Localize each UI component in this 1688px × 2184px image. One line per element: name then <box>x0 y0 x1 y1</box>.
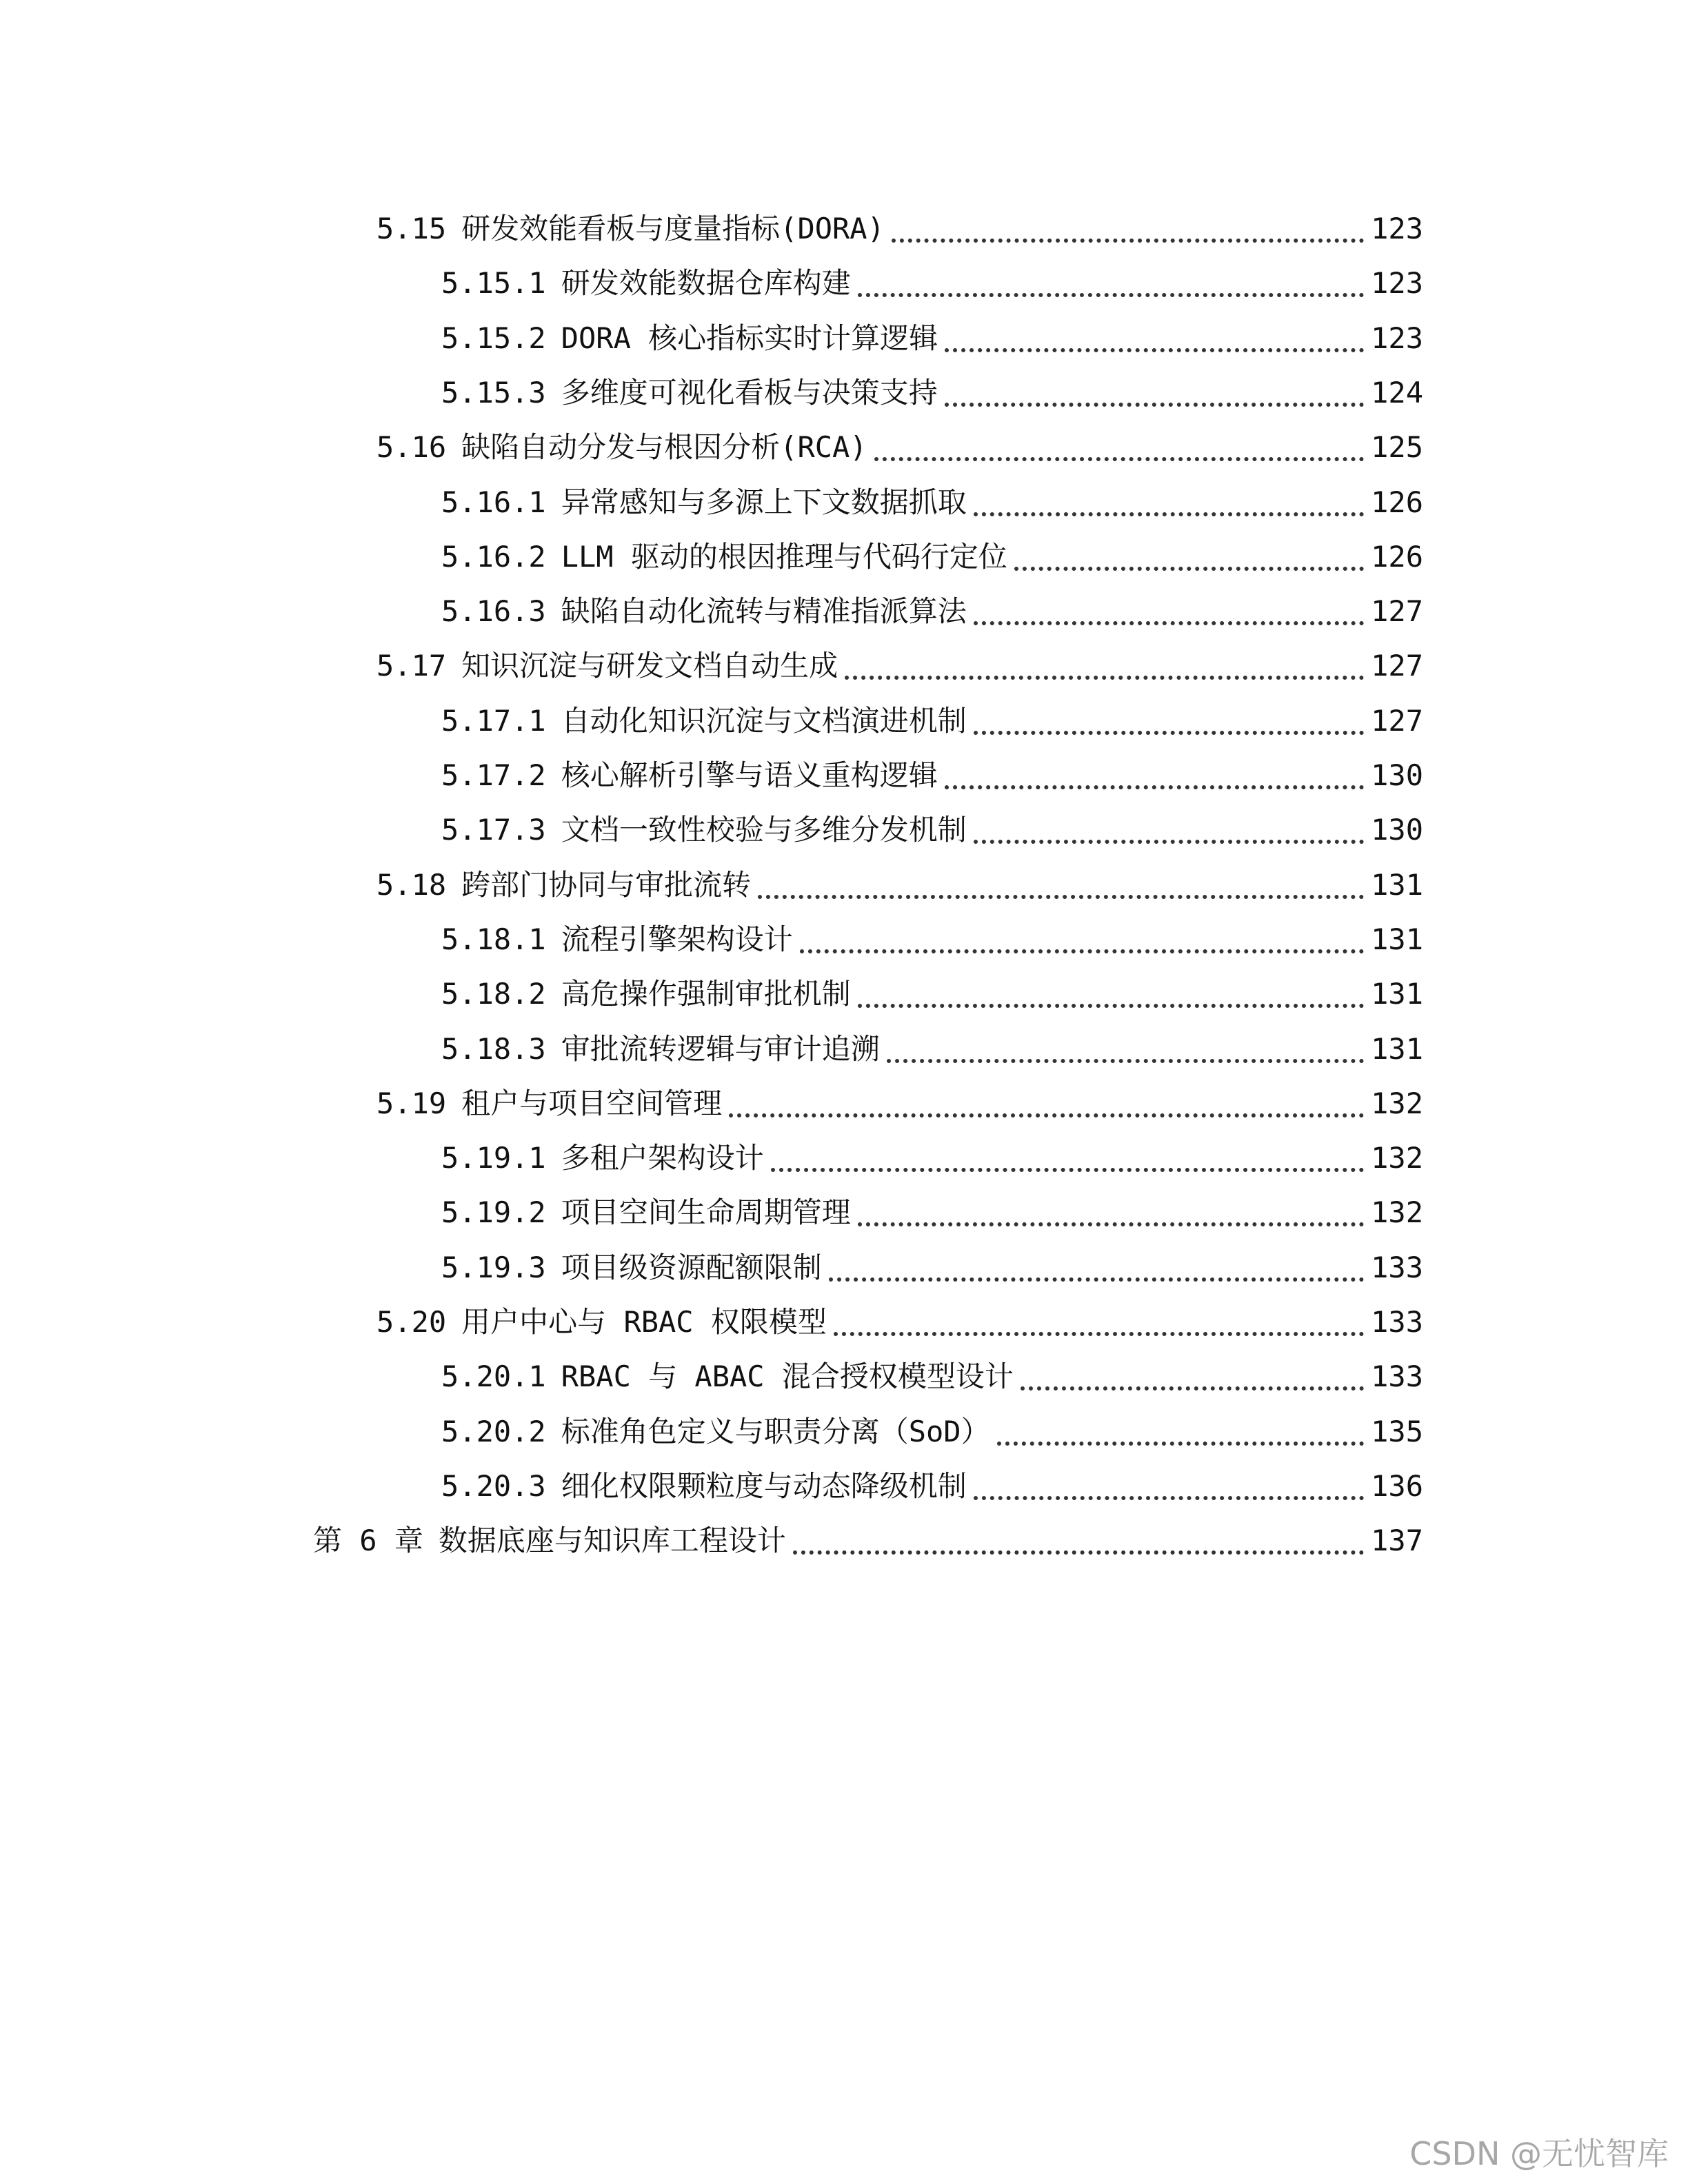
toc-entry-number: 5.16.3 <box>441 594 546 629</box>
toc-entry-number: 5.19.1 <box>441 1141 546 1175</box>
toc-entry-page: 126 <box>1371 485 1423 519</box>
toc-entry-page: 124 <box>1371 375 1423 410</box>
toc-entry-page: 130 <box>1371 758 1423 792</box>
toc-entry[interactable] <box>441 1246 1423 1290</box>
dot-leader <box>974 721 1364 735</box>
toc-entry[interactable] <box>441 808 1423 852</box>
watermark: CSDN @无忧智库 <box>1409 2135 1669 2172</box>
toc-entry-page: 132 <box>1371 1141 1423 1175</box>
toc-entry[interactable] <box>441 481 1423 525</box>
toc-entry-number: 5.20 <box>376 1305 447 1339</box>
toc-entry-title: 租户与项目空间管理 <box>461 1086 723 1120</box>
toc-entry[interactable] <box>441 1464 1423 1508</box>
toc-entry-title: 细化权限颗粒度与动态降级机制 <box>561 1468 967 1503</box>
toc-entry-page: 126 <box>1371 539 1423 574</box>
toc-entry-title: 高危操作强制审批机制 <box>561 977 851 1011</box>
toc-entry-number: 5.18.2 <box>441 977 546 1011</box>
toc-entry[interactable] <box>376 207 1423 251</box>
toc-entry-page: 133 <box>1371 1250 1423 1284</box>
toc-entry-number: 5.15.3 <box>441 375 546 410</box>
toc-entry-number: 5.17.1 <box>441 703 546 738</box>
dot-leader <box>800 940 1364 953</box>
dot-leader <box>974 830 1364 844</box>
toc-entry-number: 5.16 <box>376 430 447 465</box>
toc-entry-page: 136 <box>1371 1468 1423 1503</box>
toc-entry-title: 流程引擎架构设计 <box>561 922 793 956</box>
dot-leader <box>974 1486 1364 1500</box>
toc-entry-page: 137 <box>1371 1524 1423 1558</box>
toc-entry-page: 131 <box>1371 867 1423 902</box>
toc-entry-page: 130 <box>1371 813 1423 847</box>
dot-leader <box>974 503 1364 516</box>
toc-entry-title: 跨部门协同与审批流转 <box>461 867 752 902</box>
dot-leader <box>771 1158 1364 1172</box>
dot-leader <box>945 776 1364 789</box>
toc-entry-page: 125 <box>1371 430 1423 465</box>
toc-entry[interactable] <box>441 535 1423 579</box>
toc-entry-page: 133 <box>1371 1359 1423 1394</box>
toc-entry[interactable] <box>441 1355 1423 1399</box>
toc-entry-title: 研发效能看板与度量指标(DORA) <box>461 212 885 245</box>
toc-entry[interactable] <box>441 371 1423 415</box>
toc-entry-title: 多租户架构设计 <box>561 1141 764 1175</box>
toc-entry-title: 用户中心与 RBAC 权限模型 <box>461 1305 827 1339</box>
toc-entry[interactable] <box>441 1410 1423 1454</box>
toc-entry[interactable] <box>441 754 1423 798</box>
toc-entry[interactable] <box>441 316 1423 361</box>
toc-entry[interactable] <box>441 1136 1423 1180</box>
dot-leader <box>945 393 1364 407</box>
toc-entry[interactable] <box>441 261 1423 305</box>
dot-leader <box>892 229 1364 243</box>
toc-entry-number: 5.18.1 <box>441 922 546 956</box>
toc-entry-title: 缺陷自动分发与根因分析(RCA) <box>461 430 867 465</box>
dot-leader <box>1014 557 1364 571</box>
toc-entry[interactable] <box>376 1082 1423 1126</box>
toc-entry-page: 132 <box>1371 1195 1423 1230</box>
toc-entry-number: 5.17 <box>376 649 447 683</box>
dot-leader <box>887 1049 1364 1063</box>
toc-entry[interactable] <box>376 863 1423 907</box>
toc-entry[interactable] <box>441 972 1423 1016</box>
toc-entry[interactable] <box>376 425 1423 469</box>
dot-leader <box>758 885 1364 899</box>
dot-leader <box>858 283 1364 297</box>
toc-entry[interactable] <box>441 1027 1423 1071</box>
toc-entry-page: 127 <box>1371 649 1423 683</box>
toc-entry-number: 5.18.3 <box>441 1031 546 1066</box>
toc-entry-number: 第 6 章 <box>313 1524 423 1558</box>
dot-leader <box>997 1432 1365 1446</box>
dot-leader <box>858 994 1364 1008</box>
toc-entry-title: RBAC 与 ABAC 混合授权模型设计 <box>561 1359 1014 1394</box>
toc-entry-page: 135 <box>1371 1414 1423 1448</box>
toc-entry-number: 5.16.2 <box>441 539 546 574</box>
toc-entry[interactable] <box>441 699 1423 743</box>
toc-entry-number: 5.20.3 <box>441 1468 546 1503</box>
dot-leader <box>834 1322 1364 1336</box>
toc-entry-title: 核心解析引擎与语义重构逻辑 <box>561 758 938 792</box>
toc-entry-number: 5.19.3 <box>441 1250 546 1284</box>
toc-entry[interactable] <box>441 918 1423 962</box>
toc-entry-title: 项目空间生命周期管理 <box>561 1195 851 1230</box>
toc-entry[interactable] <box>441 1191 1423 1235</box>
toc-entry-title: 标准角色定义与职责分离（SoD） <box>561 1414 990 1448</box>
toc-entry-number: 5.19.2 <box>441 1195 546 1230</box>
toc-entry-title: 自动化知识沉淀与文档演进机制 <box>561 703 967 738</box>
toc-entry-number: 5.20.2 <box>441 1414 546 1448</box>
toc-entry-number: 5.20.1 <box>441 1359 546 1394</box>
toc-entry-page: 123 <box>1371 212 1423 245</box>
toc-entry-title: 多维度可视化看板与决策支持 <box>561 375 938 410</box>
toc-entry-page: 131 <box>1371 922 1423 956</box>
toc-entry-number: 5.15 <box>376 212 447 245</box>
toc-entry-title: LLM 驱动的根因推理与代码行定位 <box>561 539 1007 574</box>
toc-entry-title: 文档一致性校验与多维分发机制 <box>561 813 967 847</box>
toc-entry-number: 5.17.2 <box>441 758 546 792</box>
dot-leader <box>845 666 1364 680</box>
toc-entry-number: 5.15.1 <box>441 266 546 301</box>
dot-leader <box>1021 1377 1364 1391</box>
dot-leader <box>729 1104 1364 1118</box>
dot-leader <box>974 611 1364 625</box>
toc-entry-title: 研发效能数据仓库构建 <box>561 266 851 301</box>
dot-leader <box>829 1268 1364 1282</box>
toc-entry[interactable] <box>376 1300 1423 1344</box>
dot-leader <box>945 338 1364 352</box>
toc-entry-page: 123 <box>1371 266 1423 301</box>
dot-leader <box>874 447 1365 461</box>
toc-entry-page: 133 <box>1371 1305 1423 1339</box>
toc-entry-number: 5.17.3 <box>441 813 546 847</box>
toc-entry-title: 项目级资源配额限制 <box>561 1250 822 1284</box>
toc-entry-page: 127 <box>1371 594 1423 629</box>
toc-entry-title: DORA 核心指标实时计算逻辑 <box>561 321 938 355</box>
toc-entry[interactable] <box>376 644 1423 688</box>
toc-entry-page: 132 <box>1371 1086 1423 1120</box>
toc-entry-title: 异常感知与多源上下文数据抓取 <box>561 485 967 519</box>
toc-entry-page: 127 <box>1371 703 1423 738</box>
toc-entry-page: 131 <box>1371 1031 1423 1066</box>
toc-entry-number: 5.18 <box>376 867 447 902</box>
dot-leader <box>858 1213 1364 1226</box>
toc-entry[interactable] <box>441 589 1423 634</box>
toc-entry-number: 5.16.1 <box>441 485 546 519</box>
toc-entry-page: 123 <box>1371 321 1423 355</box>
toc-entry-page: 131 <box>1371 977 1423 1011</box>
toc-entry-title: 审批流转逻辑与审计追溯 <box>561 1031 880 1066</box>
toc-entry-title: 缺陷自动化流转与精准指派算法 <box>561 594 967 629</box>
toc-entry[interactable] <box>313 1519 1423 1563</box>
dot-leader <box>793 1541 1364 1555</box>
toc-entry-title: 知识沉淀与研发文档自动生成 <box>461 649 838 683</box>
toc-entry-title: 数据底座与知识库工程设计 <box>438 1524 786 1558</box>
toc-entry-number: 5.15.2 <box>441 321 546 355</box>
toc-entry-number: 5.19 <box>376 1086 447 1120</box>
